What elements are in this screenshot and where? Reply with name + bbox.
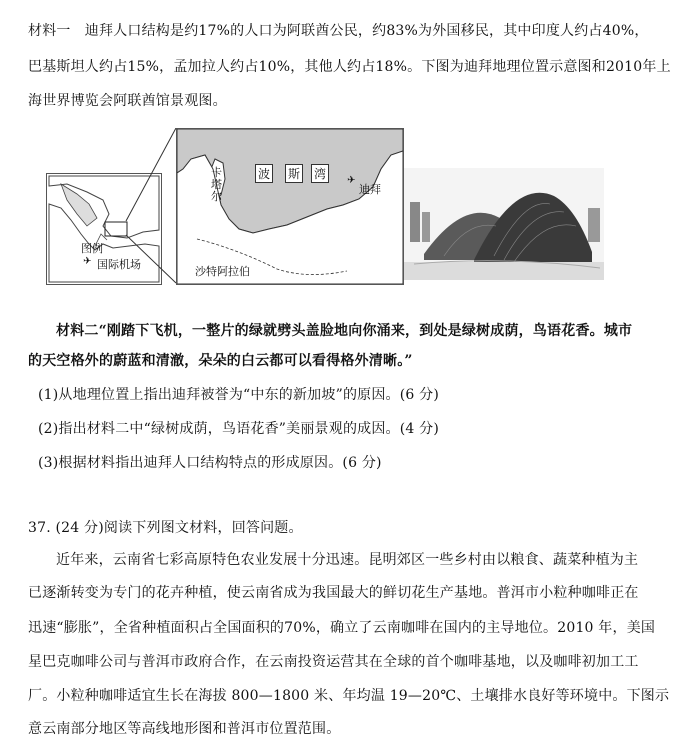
material1-line1: 材料一 迪拜人口结构是约17%的人口为阿联酋公民，约83%为外国移民，其中印度人约占40%， bbox=[28, 23, 649, 39]
q37-line4: 星巴克咖啡公司与普洱市政府合作，在云南投资运营其在全球的首个咖啡基地，以及咖啡初加工工 bbox=[28, 654, 639, 670]
material2-line2: 的天空格外的蔚蓝和清澈，朵朵的白云都可以看得格外清晰。” bbox=[28, 353, 413, 369]
label-qatar: 卡塔尔 bbox=[211, 166, 222, 203]
pavilion-image bbox=[404, 168, 604, 280]
material1-line2: 巴基斯坦人约占15%，孟加拉人约占10%，其他人约占18%。下图为迪拜地理位置示意图和2010年上 bbox=[28, 59, 671, 75]
q37-line6: 意云南部分地区等高线地形图和普洱市位置范围。 bbox=[28, 721, 341, 737]
legend-airport-label: 国际机场 bbox=[97, 258, 141, 271]
q37-line3: 迅速“膨胀”，全省种植面积占全国面积的70%，确立了云南咖啡在国内的主导地位。2010 年，美国 bbox=[28, 620, 656, 636]
detail-map-shape bbox=[177, 129, 403, 284]
airport-icon: ✈ bbox=[83, 256, 92, 267]
label-gulf-2: 斯 bbox=[285, 164, 303, 183]
question-2: (2)指出材料二中“绿树成荫，鸟语花香”美丽景观的成因。(4 分) bbox=[38, 421, 440, 437]
label-gulf-3: 湾 bbox=[311, 164, 329, 183]
q37-line1: 近年来，云南省七彩高原特色农业发展十分迅速。昆明郊区一些乡村由以粮食、蔬菜种植为主 bbox=[56, 552, 639, 568]
question-3: (3)根据材料指出迪拜人口结构特点的形成原因。(6 分) bbox=[38, 455, 382, 471]
q37-header: 37. (24 分)阅读下列图文材料，回答问题。 bbox=[28, 520, 303, 536]
dubai-location-figure bbox=[46, 128, 606, 288]
label-dubai: 迪拜 bbox=[359, 183, 381, 196]
q37-line2: 已逐渐转变为专门的花卉种植，使云南省成为我国最大的鲜切花生产基地。普洱市小粒种咖啡正在 bbox=[28, 585, 639, 601]
label-gulf-1: 波 bbox=[255, 164, 273, 183]
question-1: (1)从地理位置上指出迪拜被誉为“中东的新加坡”的原因。(6 分) bbox=[38, 387, 440, 403]
material1-line3: 海世界博览会阿联酋馆景观图。 bbox=[28, 93, 227, 109]
label-saudi: 沙特阿拉伯 bbox=[195, 265, 250, 278]
q37-line5: 厂。小粒种咖啡适宜生长在海拔 800—1800 米、年均温 19—20℃、土壤排水良好等环境中。下图示 bbox=[28, 688, 670, 704]
detail-map bbox=[176, 128, 404, 285]
uae-pavilion-photo bbox=[404, 168, 604, 280]
material2-line1: 材料二“刚踏下飞机，一整片的绿就劈头盖脸地向你涌来，到处是绿树成荫，鸟语花香。城市 bbox=[56, 323, 633, 339]
dubai-airport-icon: ✈ bbox=[347, 175, 356, 186]
legend-title: 图例 bbox=[81, 242, 103, 255]
